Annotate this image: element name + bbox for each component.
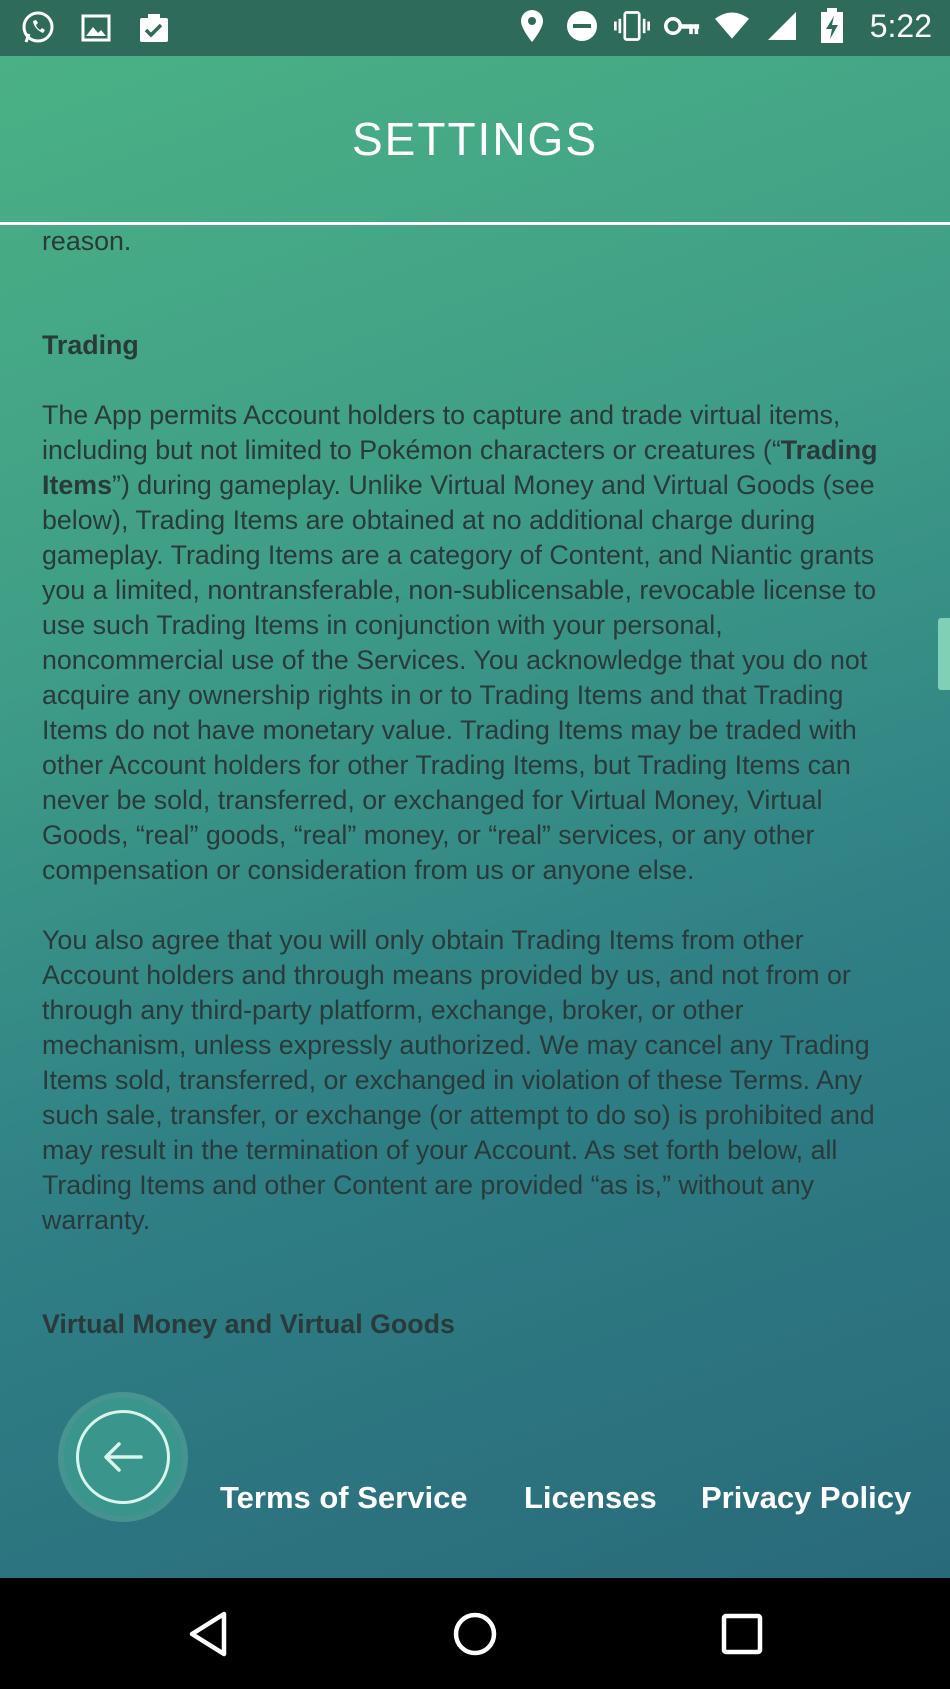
header — [0, 56, 950, 225]
status-bar — [0, 0, 950, 56]
terms-of-service-link[interactable]: Terms of Service — [220, 1480, 468, 1515]
clipboard-check-icon — [136, 8, 172, 48]
terms-content[interactable] — [42, 224, 882, 1404]
section-heading-virtual-money: Virtual Money and Virtual Goods — [42, 1309, 455, 1339]
licenses-link[interactable]: Licenses — [524, 1480, 657, 1515]
key-icon — [664, 6, 700, 46]
nav-back-icon[interactable] — [180, 1606, 236, 1662]
privacy-policy-link[interactable]: Privacy Policy — [701, 1480, 912, 1515]
page-title: SETTINGS — [351, 113, 599, 165]
section-heading-trading: Trading — [42, 330, 139, 360]
gallery-icon — [78, 8, 114, 48]
arrow-left-icon — [101, 1440, 145, 1474]
text-fragment: reason. — [42, 226, 132, 256]
p1-bold-term: Trading Items — [42, 435, 878, 500]
battery-charging-icon — [814, 6, 850, 46]
vibrate-icon — [614, 6, 650, 46]
signal-icon — [764, 6, 800, 46]
do-not-disturb-icon — [564, 6, 600, 46]
p1-text-end: ”) during gameplay. Unlike Virtual Money and Virtual Goods (see below), Trading Items are obtained at no additional charge during gameplay. Trading Items are a category of Content, and Niantic grants you a limited, nontransferable, non-sublicensable, revocable license to use such Trading Items in conjunction with your personal, noncommercial use of the Services. You acknowledge that you do not acquire any ownership rights in or to Trading Items and that Trading Items do not have monetary value. Trading Items may be traded with other Account holders for other Trading Items, but Trading Items can never be sold, transferred, or exchanged for Virtual Money, Virtual Goods, “real” goods, “real” money, or “real” services, or any other compensation or consideration from us or anyone else. — [42, 470, 877, 885]
location-icon — [514, 6, 550, 46]
navigation-bar — [0, 1578, 950, 1689]
nav-recents-icon[interactable] — [714, 1606, 770, 1662]
clock-time: 5:22 — [869, 7, 932, 44]
wifi-icon — [714, 6, 750, 46]
whatsapp-icon — [20, 8, 56, 48]
scrollbar-thumb[interactable] — [938, 618, 950, 690]
paragraph-trading-items — [42, 398, 882, 888]
paragraph-trading-agreement: You also agree that you will only obtain Trading Items from other Account holders and through means provided by us, and not from or through any third-party platform, exchange, broker, or other mechanism, unless expressly authorized. We may cancel any Trading Items sold, transferred, or exchanged in violation of these Terms. Any such sale, transfer, or exchange (or attempt to do so) is prohibited and may result in the termination of your Account. As set forth below, all Trading Items and other Content are provided “as is,” without any warranty. — [42, 925, 875, 1235]
footer-links — [0, 1480, 950, 1530]
nav-home-icon[interactable] — [447, 1606, 503, 1662]
p1-text-start: The App permits Account holders to capture and trade virtual items, including but not limited to Pokémon characters or creatures (“ — [42, 400, 841, 465]
